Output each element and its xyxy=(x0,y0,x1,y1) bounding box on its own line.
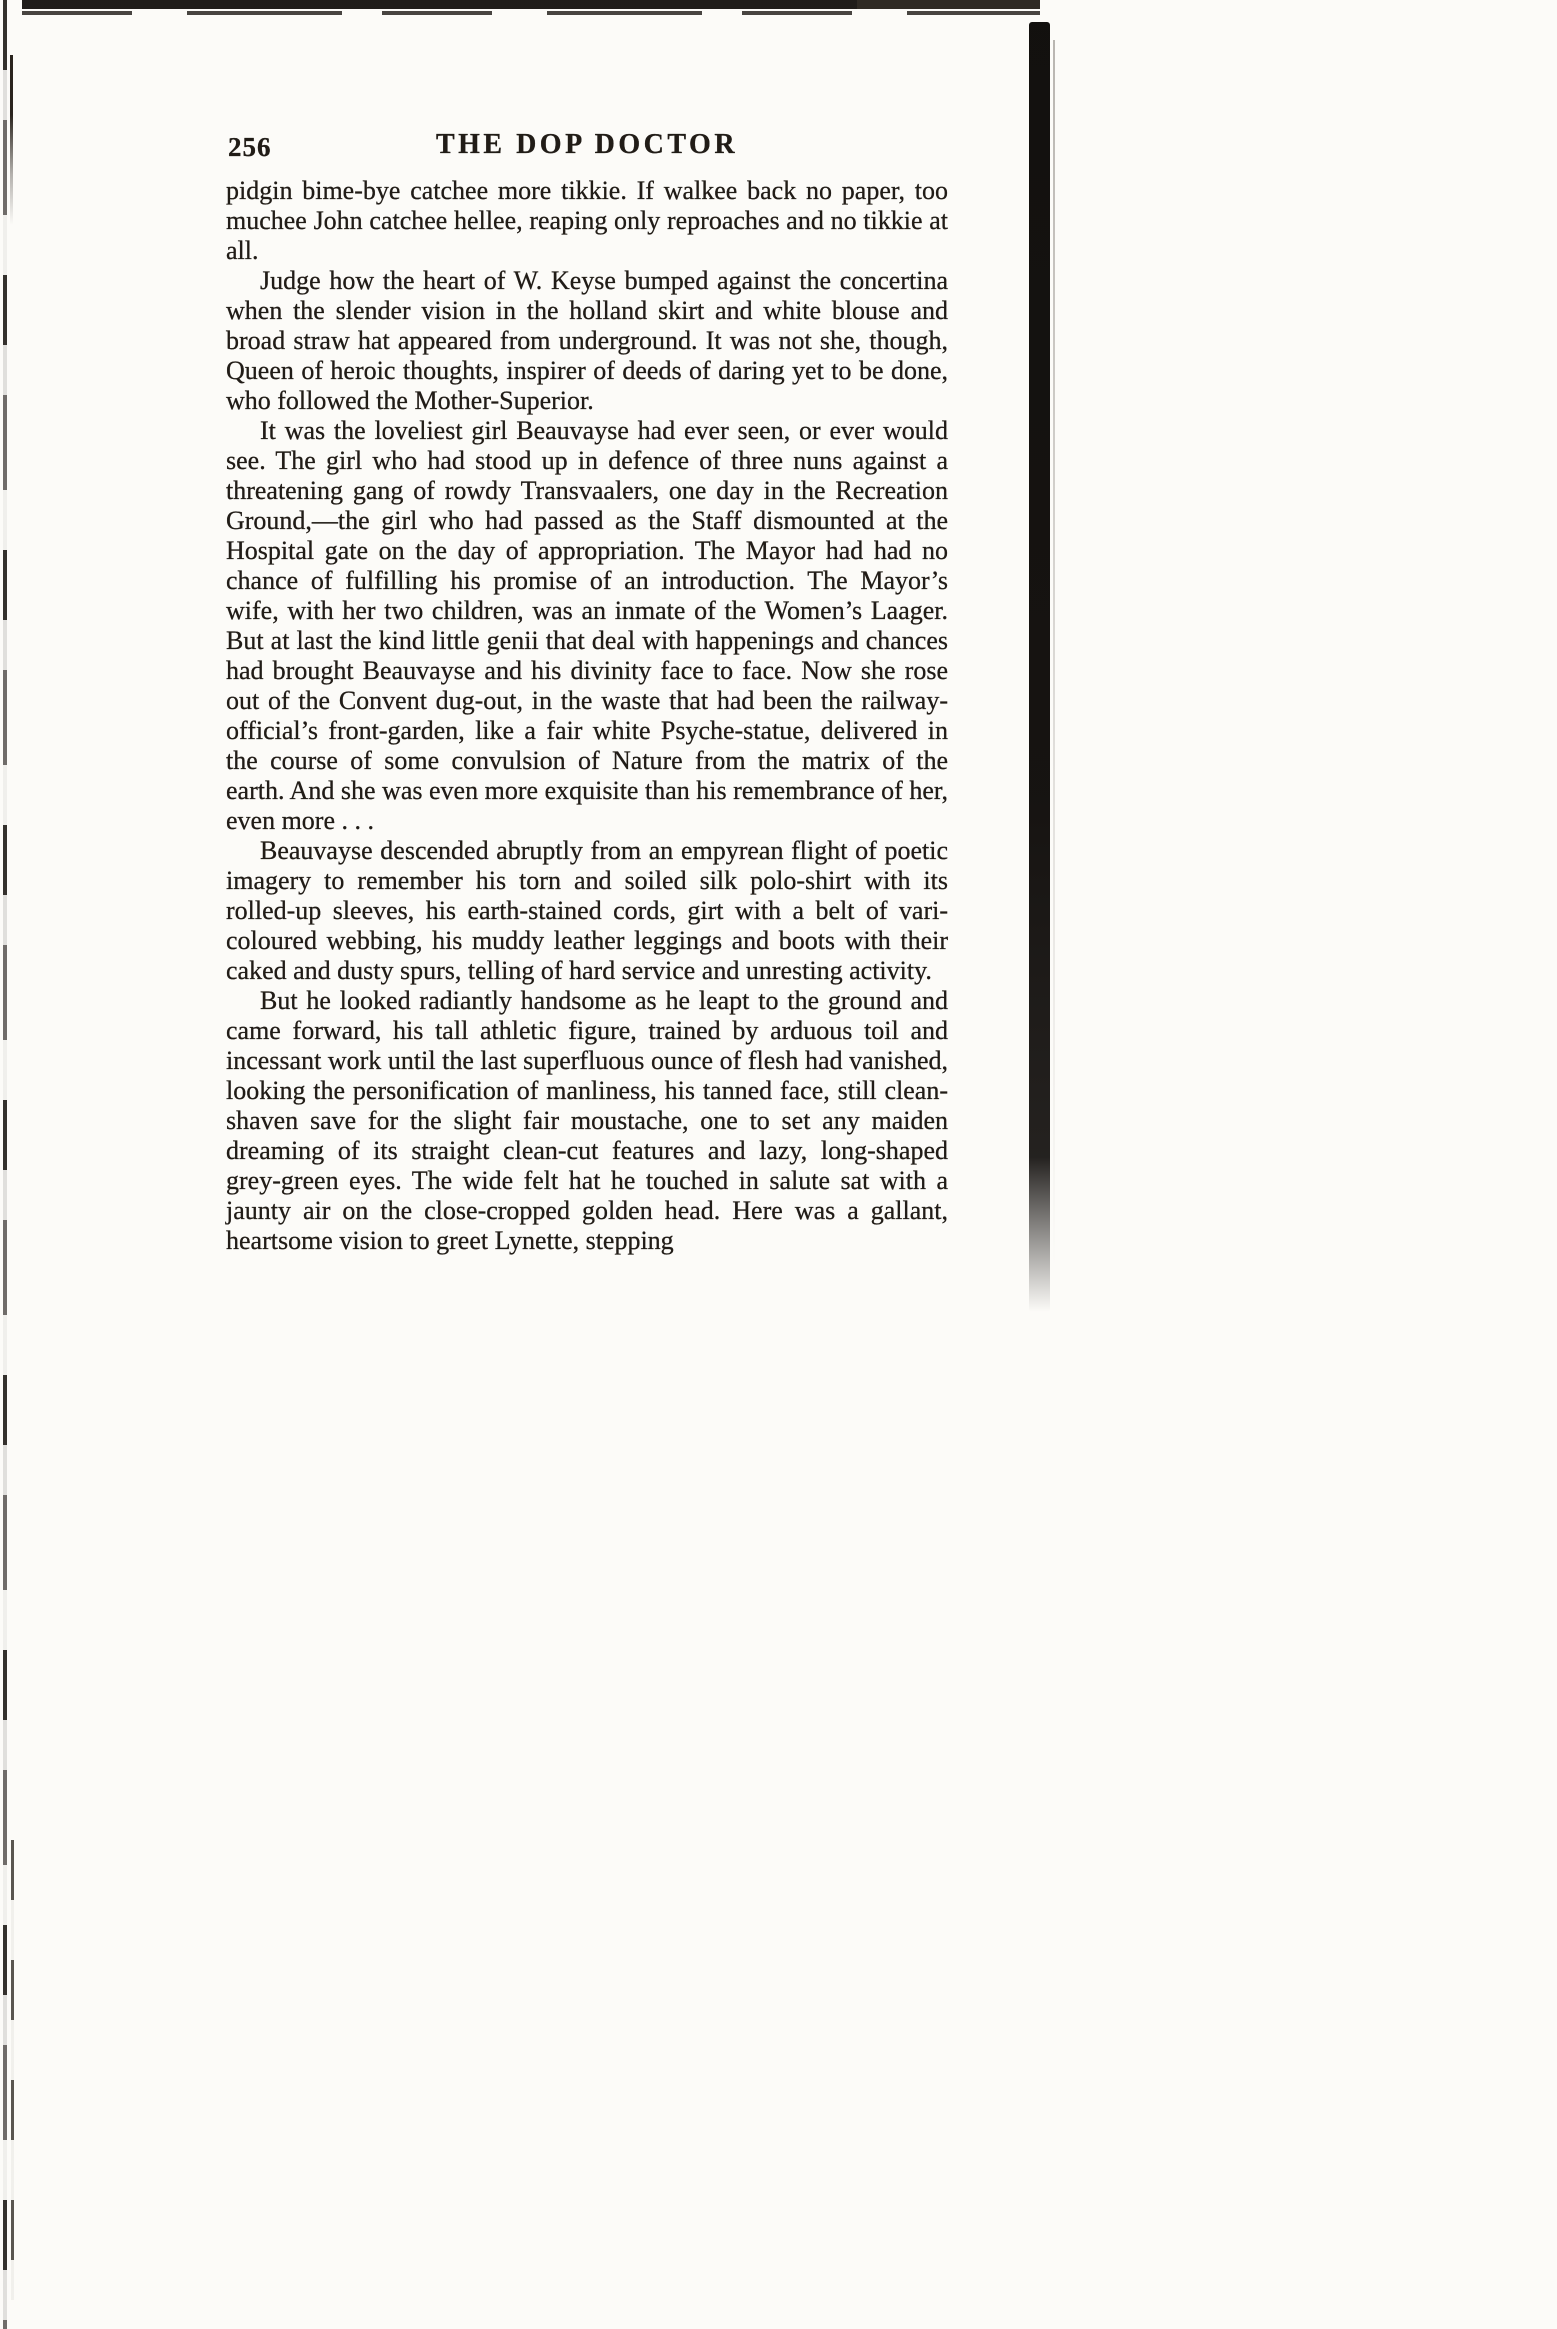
page-header xyxy=(226,130,948,166)
page-text-block xyxy=(226,130,948,1256)
scan-top-edge-artifact xyxy=(22,0,1040,9)
scan-left-edge-lower-artifact xyxy=(11,1840,14,2300)
scan-top-edge-dashes-artifact xyxy=(22,11,1040,15)
scan-right-binding-bar-artifact xyxy=(1029,22,1050,1312)
scan-left-edge-secondary-artifact xyxy=(10,55,13,225)
page-number: 256 xyxy=(228,132,272,162)
scan-left-edge-artifact xyxy=(3,0,7,2329)
paragraph-radiantly-handsome: But he looked radiantly handsome as he leapt to the ground and came forward, his tall athletic figure, trained by arduous toil and incessant work until the last superfluous ounce of flesh had vanished, looking the personification of manliness, his tanned face, still clean-shaven save for the slight fair moustache, one to set any maiden dreaming of its straight clean-cut features and lazy, long-shaped grey-green eyes. The wide felt hat he touched in salute sat with a jaunty air on the close-cropped golden head. Here was a gallant, heartsome vision to greet Lynette, stepping xyxy=(226,986,948,1255)
running-title: THE DOP DOCTOR xyxy=(435,129,739,160)
scan-right-hairline-artifact xyxy=(1053,40,1055,1270)
paragraph-continuation: pidgin bime-bye catchee more tikkie. If walkee back no paper, too muchee John catchee hellee, reaping only reproaches and no tikkie at all. xyxy=(226,176,948,265)
paragraph-judge-how: Judge how the heart of W. Keyse bumped against the concertina when the slender vision in the holland skirt and white blouse and broad straw hat appeared from underground. It was not she, though, Queen of heroic thoughts, inspirer of deeds of daring yet to be done, who followed the Mother-Superior. xyxy=(226,266,948,415)
paragraph-beauvayse-descended: Beauvayse descended abruptly from an empyrean flight of poetic imagery to remember his torn and soiled silk polo-shirt with its rolled-up sleeves, his earth-stained cords, girt with a belt of vari-coloured webbing, his muddy leather leggings and boots with their caked and dusty spurs, telling of hard service and unresting activity. xyxy=(226,836,948,985)
paragraph-loveliest-girl: It was the loveliest girl Beauvayse had ever seen, or ever would see. The girl who had stood up in defence of three nuns against a threatening gang of rowdy Transvaalers, one day in the Recreation Ground,—the girl who had passed as the Staff dismounted at the Hospital gate on the day of appropriation. The Mayor had had no chance of fulfilling his promise of an introduction. The Mayor’s wife, with her two children, was an inmate of the Women’s Laager. But at last the kind little genii that deal with happenings and chances had brought Beauvayse and his divinity face to face. Now she rose out of the Convent dug-out, in the waste that had been the railway-official’s front-garden, like a fair white Psyche-statue, delivered in the course of some convulsion of Nature from the matrix of the earth. And she was even more exquisite than his remembrance of her, even more . . . xyxy=(226,416,948,835)
